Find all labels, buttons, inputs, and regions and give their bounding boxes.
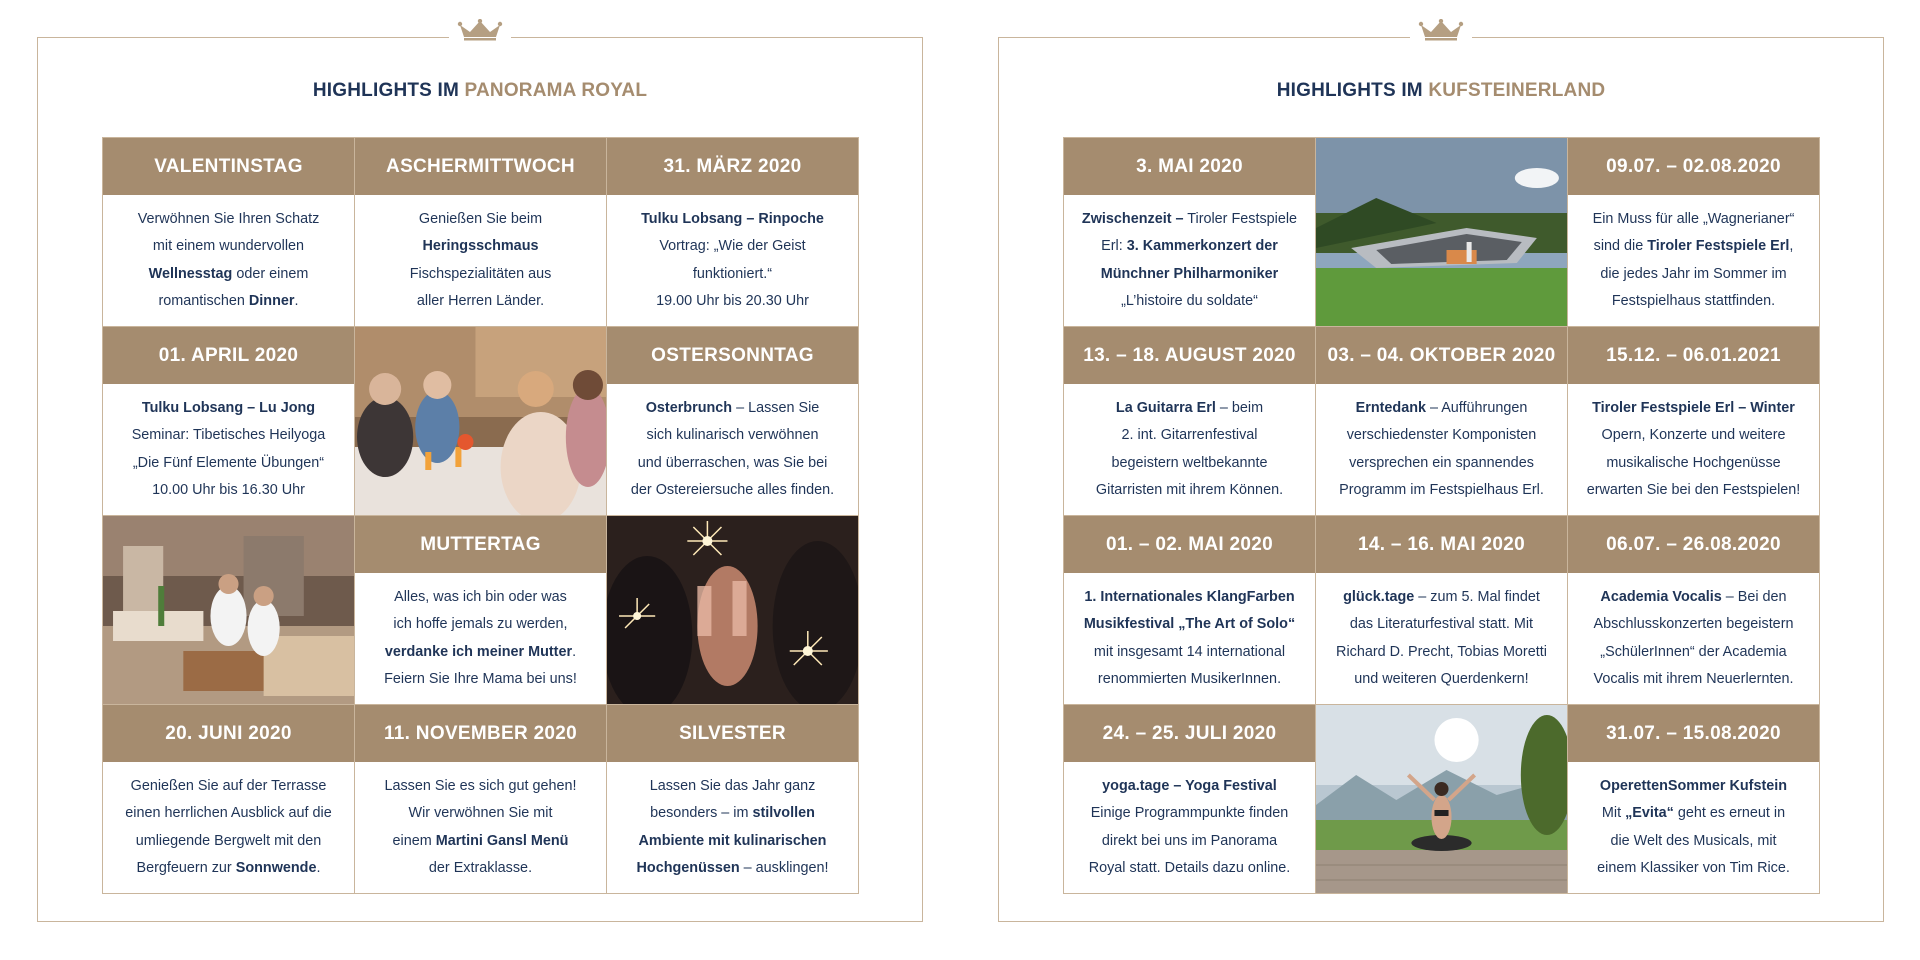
event-date-header: OSTERSONNTAG bbox=[607, 327, 858, 384]
event-date-header: MUTTERTAG bbox=[355, 516, 606, 573]
event-card bbox=[1316, 516, 1568, 705]
title-prefix: HIGHLIGHTS IM bbox=[1276, 80, 1423, 101]
event-date-header: 20. JUNI 2020 bbox=[103, 705, 354, 762]
sparklers-photo bbox=[607, 516, 859, 705]
event-description: Verwöhnen Sie Ihren Schatz mit einem wundervollen Wellnesstag oder einem romantischen Dinner. bbox=[137, 210, 320, 309]
event-description: glück.tage – zum 5. Mal findet das Literaturfestival statt. Mit Richard D. Precht, Tobias Moretti und weiteren Querdenkern! bbox=[1336, 588, 1547, 687]
event-date-header: ASCHERMITTWOCH bbox=[355, 138, 606, 195]
crown-icon bbox=[1410, 19, 1472, 49]
event-description: Zwischenzeit – Tiroler Festspiele Erl: 3. Kammerkonzert der Münchner Philharmoniker „L’histoire du soldate“ bbox=[1081, 210, 1298, 309]
event-date-header: 13. – 18. AUGUST 2020 bbox=[1064, 327, 1315, 384]
festival-hall-photo bbox=[1316, 138, 1568, 327]
event-description: Genießen Sie auf der Terrasse einen herrlichen Ausblick auf die umliegende Bergwelt mit den Bergfeuern zur Sonnwende. bbox=[125, 777, 332, 876]
event-card bbox=[103, 327, 355, 516]
event-date-header: 09.07. – 02.08.2020 bbox=[1568, 138, 1819, 195]
event-card bbox=[355, 138, 607, 327]
spa-lounge-photo bbox=[103, 516, 355, 705]
title-prefix: HIGHLIGHTS IM bbox=[312, 80, 460, 101]
dinner-photo bbox=[355, 327, 607, 516]
panel-title bbox=[999, 80, 1883, 102]
event-date-header: 11. NOVEMBER 2020 bbox=[355, 705, 606, 762]
event-card bbox=[103, 138, 355, 327]
title-highlight: KUFSTEINERLAND bbox=[1428, 80, 1606, 101]
event-grid bbox=[102, 137, 859, 894]
event-description: yoga.tage – Yoga Festival Einige Programmpunkte finden direkt bei uns im Panorama Royal statt. Details dazu online. bbox=[1088, 777, 1291, 876]
event-date-header: 14. – 16. MAI 2020 bbox=[1316, 516, 1567, 573]
title-highlight: PANORAMA ROYAL bbox=[464, 80, 648, 101]
event-card bbox=[1568, 705, 1820, 894]
event-description: Osterbrunch – Lassen Sie sich kulinarisch verwöhnen und überraschen, was Sie bei der Ostereiersuche alles finden. bbox=[630, 399, 835, 498]
event-date-header: 31. MÄRZ 2020 bbox=[607, 138, 858, 195]
event-date-header: 15.12. – 06.01.2021 bbox=[1568, 327, 1819, 384]
event-date-header: 06.07. – 26.08.2020 bbox=[1568, 516, 1819, 573]
event-description: Lassen Sie das Jahr ganz besonders – im stilvollen Ambiente mit kulinarischen Hochgenüssen – ausklingen! bbox=[636, 777, 829, 876]
event-card bbox=[355, 516, 607, 705]
event-card bbox=[1316, 327, 1568, 516]
event-description: Lassen Sie es sich gut gehen! Wir verwöhnen Sie mit einem Martini Gansl Menü der Extraklasse. bbox=[384, 777, 577, 876]
event-description: 1. Internationales KlangFarben Musikfestival „The Art of Solo“ mit insgesamt 14 international renommierten MusikerInnen. bbox=[1083, 588, 1296, 687]
event-date-header: 01. APRIL 2020 bbox=[103, 327, 354, 384]
event-description: Erntedank – Aufführungen verschiedenster Komponisten versprechen ein spannendes Programm im Festspielhaus Erl. bbox=[1339, 399, 1544, 498]
event-card bbox=[1568, 327, 1820, 516]
event-card bbox=[1568, 516, 1820, 705]
event-date-header: 31.07. – 15.08.2020 bbox=[1568, 705, 1819, 762]
event-card bbox=[1064, 516, 1316, 705]
event-card bbox=[1064, 327, 1316, 516]
event-date-header: SILVESTER bbox=[607, 705, 858, 762]
event-date-header: 01. – 02. MAI 2020 bbox=[1064, 516, 1315, 573]
event-card bbox=[1568, 138, 1820, 327]
event-card bbox=[607, 705, 859, 894]
event-card bbox=[1064, 138, 1316, 327]
event-card bbox=[355, 705, 607, 894]
event-description: Genießen Sie beim Heringsschmaus Fischspezialitäten aus aller Herren Länder. bbox=[409, 210, 552, 309]
event-card bbox=[607, 327, 859, 516]
event-date-header: 03. – 04. OKTOBER 2020 bbox=[1316, 327, 1567, 384]
event-description: La Guitarra Erl – beim 2. int. Gitarrenfestival begeistern weltbekannte Gitarristen mit ihrem Können. bbox=[1095, 399, 1284, 498]
panel-panorama-royal bbox=[37, 37, 923, 922]
event-card bbox=[607, 138, 859, 327]
event-card bbox=[1064, 705, 1316, 894]
event-description: Tulku Lobsang – Rinpoche Vortrag: „Wie der Geist funktioniert.“ 19.00 Uhr bis 20.30 Uhr bbox=[641, 210, 824, 309]
event-description: Tulku Lobsang – Lu Jong Seminar: Tibetisches Heilyoga „Die Fünf Elemente Übungen“ 10.00 Uhr bis 16.30 Uhr bbox=[131, 399, 326, 498]
event-description: Tiroler Festspiele Erl – Winter Opern, Konzerte und weitere musikalische Hochgenüsse erwarten Sie bei den Festspielen! bbox=[1586, 399, 1801, 498]
event-description: Alles, was ich bin oder was ich hoffe jemals zu werden, verdanke ich meiner Mutter. Feiern Sie Ihre Mama bei uns! bbox=[384, 588, 577, 687]
event-description: Academia Vocalis – Bei den Abschlusskonzerten begeistern „SchülerInnen“ der Academia Vocalis mit ihrem Neuerlernten. bbox=[1593, 588, 1794, 687]
yoga-photo bbox=[1316, 705, 1568, 894]
event-date-header: 3. MAI 2020 bbox=[1064, 138, 1315, 195]
event-date-header: 24. – 25. JULI 2020 bbox=[1064, 705, 1315, 762]
event-date-header: VALENTINSTAG bbox=[103, 138, 354, 195]
event-grid bbox=[1063, 137, 1820, 894]
event-description: OperettenSommer Kufstein Mit „Evita“ geht es erneut in die Welt des Musicals, mit einem Klassiker von Tim Rice. bbox=[1597, 777, 1790, 876]
event-description: Ein Muss für alle „Wagnerianer“ sind die Tiroler Festspiele Erl, die jedes Jahr im Sommer im Festspielhaus stattfinden. bbox=[1592, 210, 1795, 309]
panel-kufsteinerland bbox=[998, 37, 1884, 922]
event-card bbox=[103, 705, 355, 894]
crown-icon bbox=[449, 19, 511, 49]
panel-title bbox=[38, 80, 922, 102]
